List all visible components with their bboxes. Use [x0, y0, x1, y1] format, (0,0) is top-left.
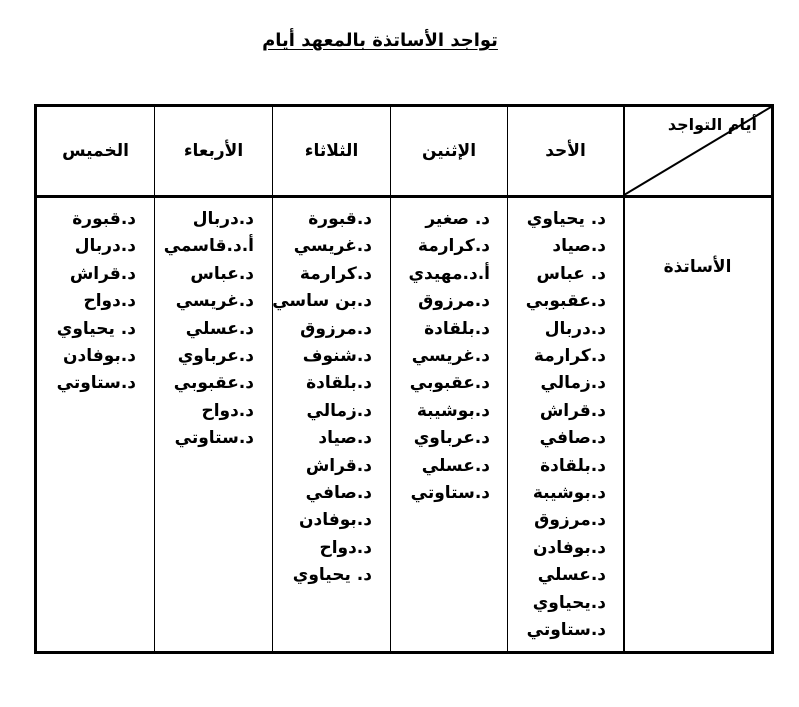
- teacher-name: د.غريسي: [175, 291, 254, 312]
- teacher-name: د.عرباوي: [413, 428, 490, 449]
- sunday-teacher-list: [526, 206, 606, 645]
- teacher-name: د.عسلي: [185, 318, 254, 339]
- teacher-name: د.دواح: [83, 291, 136, 312]
- teacher-name: د.شنوف: [302, 346, 372, 367]
- teacher-name: د.عقبوبي: [173, 373, 254, 394]
- teacher-name: د.مرزوق: [534, 510, 606, 531]
- teacher-name: د.بن ساسي: [272, 291, 372, 312]
- teacher-name: د.بوفادن: [63, 346, 136, 367]
- teacher-name: د.دواح: [201, 400, 254, 421]
- header-divider: [37, 195, 771, 198]
- teacher-name: د.ستاوتي: [410, 483, 490, 504]
- teacher-name: د.عقبوبي: [525, 291, 606, 312]
- teacher-name: د.كرارمة: [299, 263, 372, 284]
- corner-label: أيام التواجد: [667, 115, 757, 134]
- page-title: تواجد الأساتذة بالمعهد أيام: [262, 30, 498, 51]
- teacher-name: د.دربال: [192, 209, 254, 229]
- header-sunday: الأحد: [545, 141, 586, 161]
- teacher-name: د.عباس: [190, 263, 254, 284]
- teacher-name: د.عسلي: [421, 455, 490, 476]
- teacher-name: د.زمالي: [306, 400, 372, 421]
- header-tuesday: الثلاثاء: [304, 141, 359, 161]
- monday-teacher-list: [408, 206, 490, 507]
- teacher-name: د.ستاوتي: [526, 620, 606, 641]
- teacher-name: د.دواح: [319, 537, 372, 558]
- teacher-name: د.عقبوبي: [409, 373, 490, 394]
- teacher-name: د.عرباوي: [177, 346, 254, 367]
- teacher-name: د.ستاوتي: [174, 428, 254, 449]
- teacher-name: د. يحياوي: [56, 318, 136, 339]
- teacher-name: د.يحياوي: [532, 592, 606, 613]
- teacher-name: د.مرزوق: [418, 291, 490, 312]
- header-wednesday: الأربعاء: [183, 141, 244, 161]
- teacher-name: د.دربال: [74, 236, 136, 257]
- teacher-name: د.كرارمة: [533, 346, 606, 367]
- schedule-table: [34, 104, 774, 654]
- teacher-name: د.صياد: [552, 236, 606, 257]
- tuesday-teacher-list: [272, 206, 372, 590]
- teacher-name: د.بوشيبة: [532, 483, 606, 504]
- teacher-name: د. صغير: [425, 209, 490, 229]
- teacher-name: د.صافي: [539, 428, 606, 449]
- header-thursday: الخميس: [62, 141, 129, 161]
- teacher-name: د.قراش: [539, 400, 606, 421]
- teacher-name: د. عباس: [536, 263, 606, 284]
- wednesday-teacher-list: [164, 206, 254, 453]
- teacher-name: د.قبورة: [72, 209, 136, 229]
- teacher-name: د.قبورة: [308, 209, 372, 229]
- teacher-name: د.غريسي: [293, 236, 372, 257]
- teacher-name: د.بوشيبة: [416, 400, 490, 421]
- teacher-name: د. يحياوي: [526, 209, 606, 229]
- teacher-name: د.قراش: [69, 263, 136, 284]
- header-monday: الإثنين: [421, 141, 477, 161]
- teacher-name: أ.د.قاسمي: [163, 236, 254, 257]
- teacher-name: د.بوفادن: [299, 510, 372, 531]
- teacher-name: د.مرزوق: [300, 318, 372, 339]
- teacher-name: د.كرارمة: [417, 236, 490, 257]
- teacher-name: د. يحياوي: [292, 565, 372, 586]
- teacher-name: د.دربال: [544, 318, 606, 339]
- thursday-teacher-list: [57, 206, 136, 398]
- teacher-name: د.غريسي: [411, 346, 490, 367]
- teacher-name: د.صافي: [305, 483, 372, 504]
- teacher-name: د.ستاوتي: [56, 373, 136, 394]
- teacher-name: أ.د.مهيدي: [408, 263, 490, 284]
- teacher-name: د.زمالي: [540, 373, 606, 394]
- teacher-name: د.صياد: [318, 428, 372, 449]
- teacher-name: د.بلقادة: [306, 373, 372, 394]
- teacher-name: د.قراش: [305, 455, 372, 476]
- teacher-name: د.بلقادة: [424, 318, 490, 339]
- teacher-name: د.عسلي: [537, 565, 606, 586]
- teacher-name: د.بوفادن: [533, 537, 606, 558]
- teacher-name: د.بلقادة: [540, 455, 606, 476]
- row-label-teachers: الأساتذة: [663, 257, 732, 277]
